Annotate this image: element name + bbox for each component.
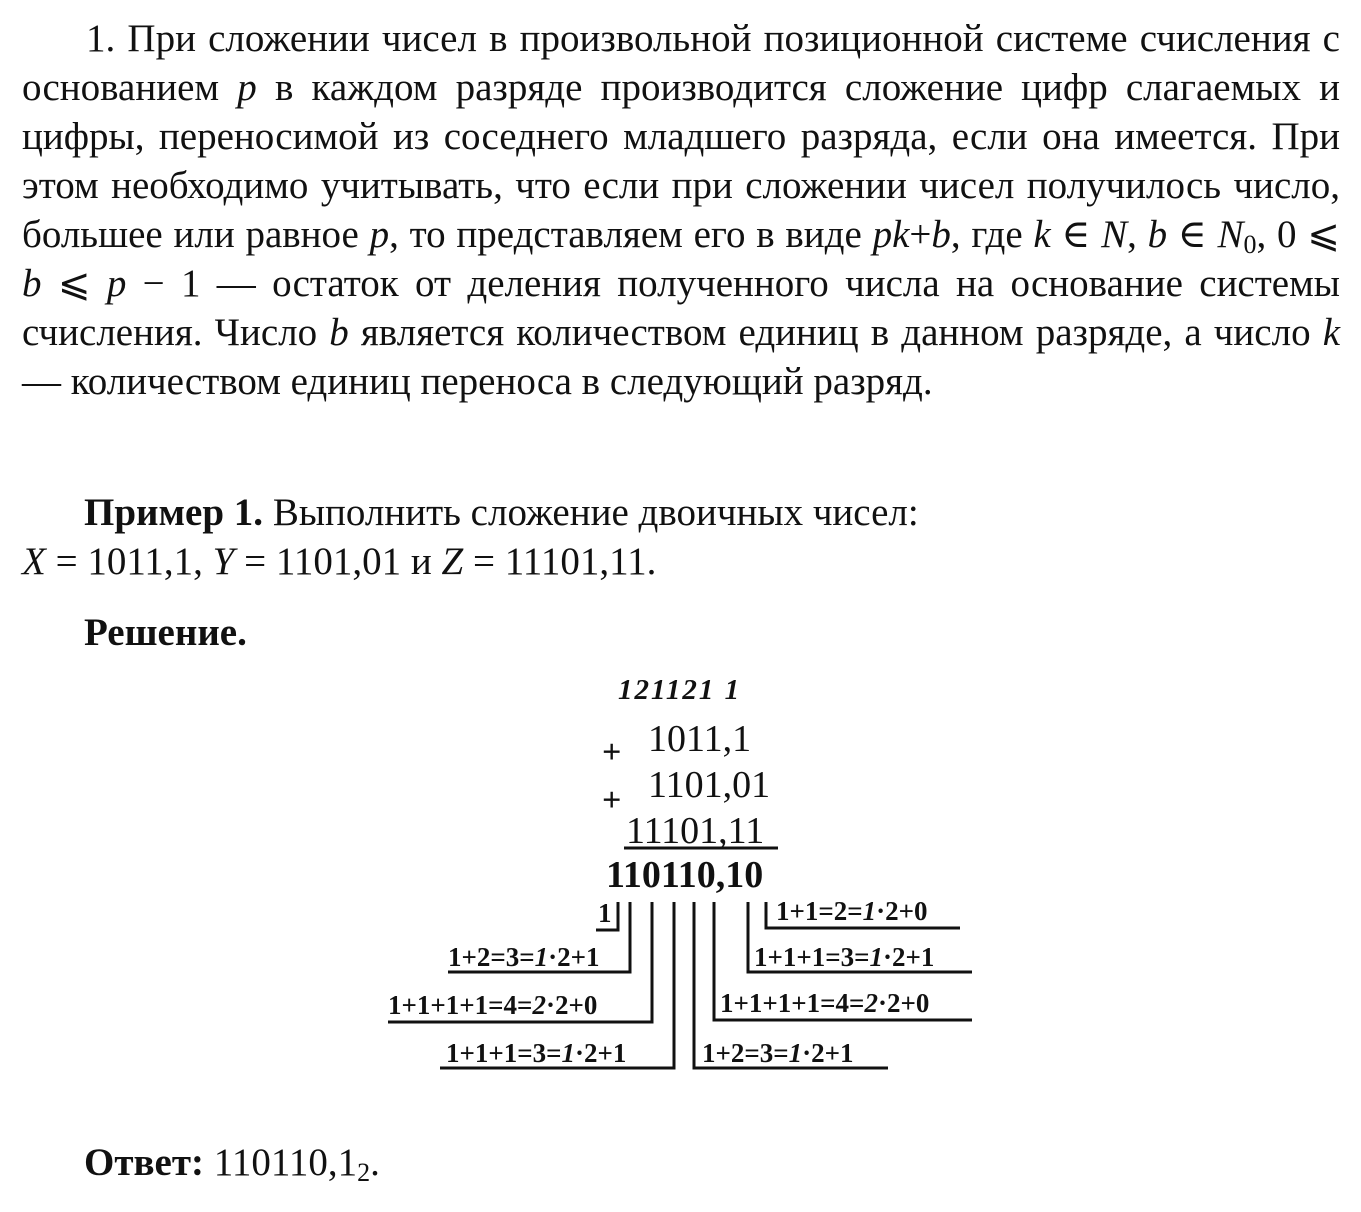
solution-label: Решение. xyxy=(84,611,247,654)
set-n: N xyxy=(1101,213,1128,256)
rule-text-2: в каждом разряде производится сложение цифр слагаемых и цифры, переносимой из соседнего младшего разряда, если она имеется. При этом необходимо учитывать, что если при сложении чисел получилось число, большее или равное xyxy=(22,66,1340,256)
plus-sign-2: + xyxy=(602,782,622,819)
minus-one: − 1 xyxy=(126,262,201,305)
answer-period: . xyxy=(370,1141,380,1184)
var-k: k xyxy=(1322,311,1340,354)
var-x: X xyxy=(22,540,46,583)
var-b: b xyxy=(1147,213,1168,256)
var-b: b xyxy=(329,311,349,354)
y-value: = 1101,01 и xyxy=(234,540,442,583)
var-k: k xyxy=(1033,213,1051,256)
carry-digits: 121121 1 xyxy=(618,674,742,706)
rule-text-7: — количеством единиц переноса в следующий разряд. xyxy=(22,360,933,403)
rule-text-6: является количеством единиц в данном разряде, а число xyxy=(348,311,1323,354)
le-symbol: ⩽ xyxy=(41,262,107,305)
condition-text: , 0 ⩽ xyxy=(1256,213,1340,256)
answer-base: 2 xyxy=(357,1158,371,1187)
example-label: Пример 1. xyxy=(84,491,264,534)
rule-text-5: — остаток от деления полученного числа на основание системы счисления. Число xyxy=(22,262,1340,354)
annotation-a3: 1+1+1+1=4=2·2+0 xyxy=(388,990,598,1020)
answer-value: 110110,1 xyxy=(204,1141,358,1184)
annotation-r4: 1+2=3=1·2+1 xyxy=(702,1038,854,1068)
set-n0: N xyxy=(1217,213,1244,256)
plus-sign-1: + xyxy=(602,734,622,771)
comma: , xyxy=(1127,213,1148,256)
in-symbol: ∈ xyxy=(1050,213,1102,256)
var-p: p xyxy=(106,262,127,305)
operand-x: 1011,1 xyxy=(648,718,752,760)
rule-text-1: 1. При сложении чисел в произвольной позиционной системе счисления с основанием xyxy=(22,17,1340,109)
sum-result: 110110,10 xyxy=(606,854,764,896)
annotation-a4: 1+1+1=3=1·2+1 xyxy=(446,1038,627,1068)
annotation-r2: 1+1+1=3=1·2+1 xyxy=(754,942,935,972)
annotation-r3: 1+1+1+1=4=2·2+0 xyxy=(720,988,930,1018)
x-value: = 1011,1, xyxy=(45,540,213,583)
in-symbol: ∈ xyxy=(1167,213,1218,256)
var-pk: pk xyxy=(872,213,910,256)
operand-z: 11101,11 xyxy=(626,810,765,852)
annotation-r1: 1+1=2=1·2+0 xyxy=(776,896,928,926)
subscript-zero: 0 xyxy=(1243,230,1257,259)
operand-y: 1101,01 xyxy=(648,764,771,806)
rule-text-3: , то представляем его в виде xyxy=(389,213,873,256)
annotation-a1: 1 xyxy=(598,898,612,928)
var-p: p xyxy=(237,66,257,109)
rule-text-4: , где xyxy=(950,213,1034,256)
answer-label: Ответ: xyxy=(84,1141,205,1184)
plus-sign: + xyxy=(909,213,932,256)
var-b: b xyxy=(22,262,42,305)
var-b: b xyxy=(931,213,951,256)
var-y: Y xyxy=(212,540,235,583)
var-z: Z xyxy=(441,540,464,583)
example-text: Выполнить сложение двоичных чисел: xyxy=(263,491,919,534)
annotation-a2: 1+2=3=1·2+1 xyxy=(448,942,600,972)
z-value: = 11101,11. xyxy=(463,540,657,583)
answer-line xyxy=(84,1138,380,1187)
var-p: p xyxy=(369,213,390,256)
